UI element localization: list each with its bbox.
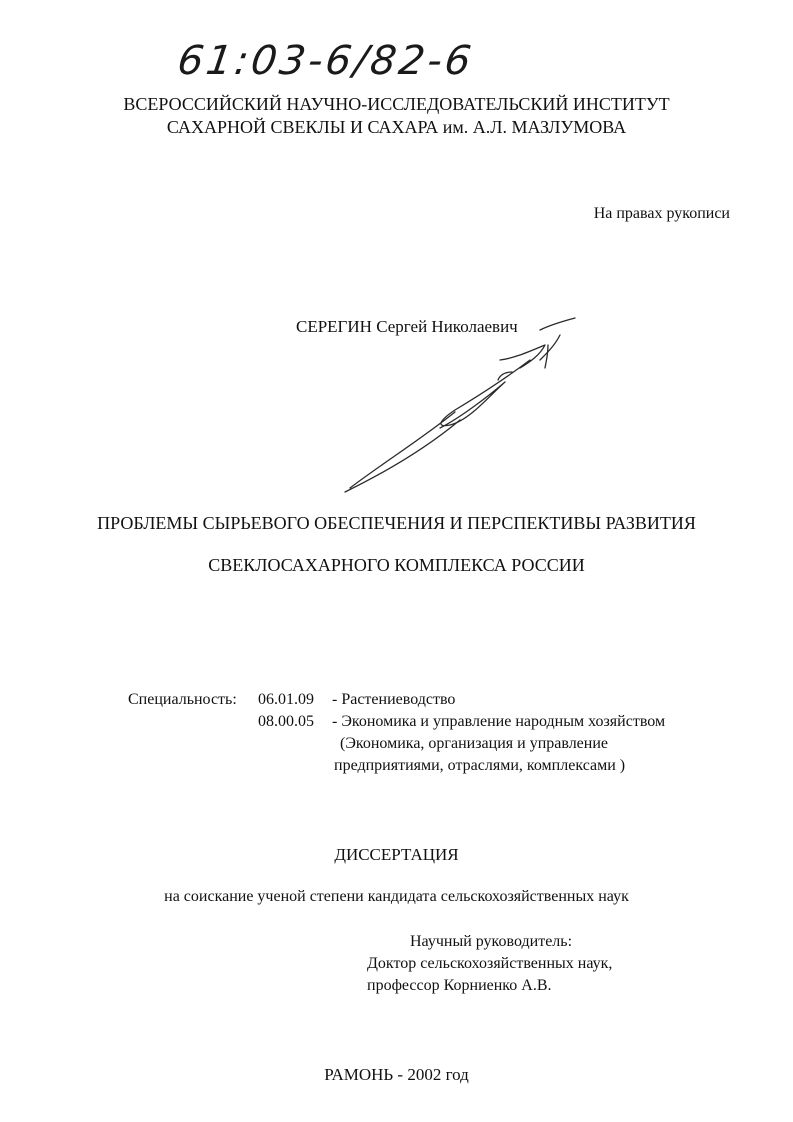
specialty-code-1: 06.01.09 xyxy=(258,691,314,708)
specialty-label: Специальность: xyxy=(128,691,237,708)
advisor-name: профессор Корниенко А.В. xyxy=(367,977,552,994)
institute-line-2: САХАРНОЙ СВЕКЛЫ И САХАРА им. А.Л. МАЗЛУМОВА xyxy=(166,117,627,137)
title-line-1: ПРОБЛЕМЫ СЫРЬЕВОГО ОБЕСПЕЧЕНИЯ И ПЕРСПЕКТИВЫ РАЗВИТИЯ xyxy=(97,513,696,533)
specialty-text-1: - Растениеводство xyxy=(332,691,456,708)
advisor-label: Научный руководитель: xyxy=(410,933,573,950)
title-line-2: СВЕКЛОСАХАРНОГО КОМПЛЕКСА РОССИИ xyxy=(208,555,585,575)
degree-line: на соискание ученой степени кандидата сельскохозяйственных наук xyxy=(164,888,629,905)
author-name: СЕРЕГИН Сергей Николаевич xyxy=(296,317,518,336)
manuscript-note: На правах рукописи xyxy=(593,205,730,222)
archive-number: 61:03-6/82-6 xyxy=(174,38,477,84)
specialty-continuation-2: предприятиями, отраслями, комплексами ) xyxy=(334,757,626,774)
specialty-text-2: - Экономика и управление народным хозяйством xyxy=(332,713,666,730)
specialty-code-2: 08.00.05 xyxy=(258,713,314,730)
place-year: РАМОНЬ - 2002 год xyxy=(324,1065,469,1084)
advisor-degree: Доктор сельскохозяйственных наук, xyxy=(367,955,613,972)
work-type: ДИССЕРТАЦИЯ xyxy=(334,845,459,864)
institute-line-1: ВСЕРОССИЙСКИЙ НАУЧНО-ИССЛЕДОВАТЕЛЬСКИЙ ИНСТИТУТ xyxy=(123,94,670,114)
specialty-continuation-1: (Экономика, организация и управление xyxy=(340,735,609,752)
